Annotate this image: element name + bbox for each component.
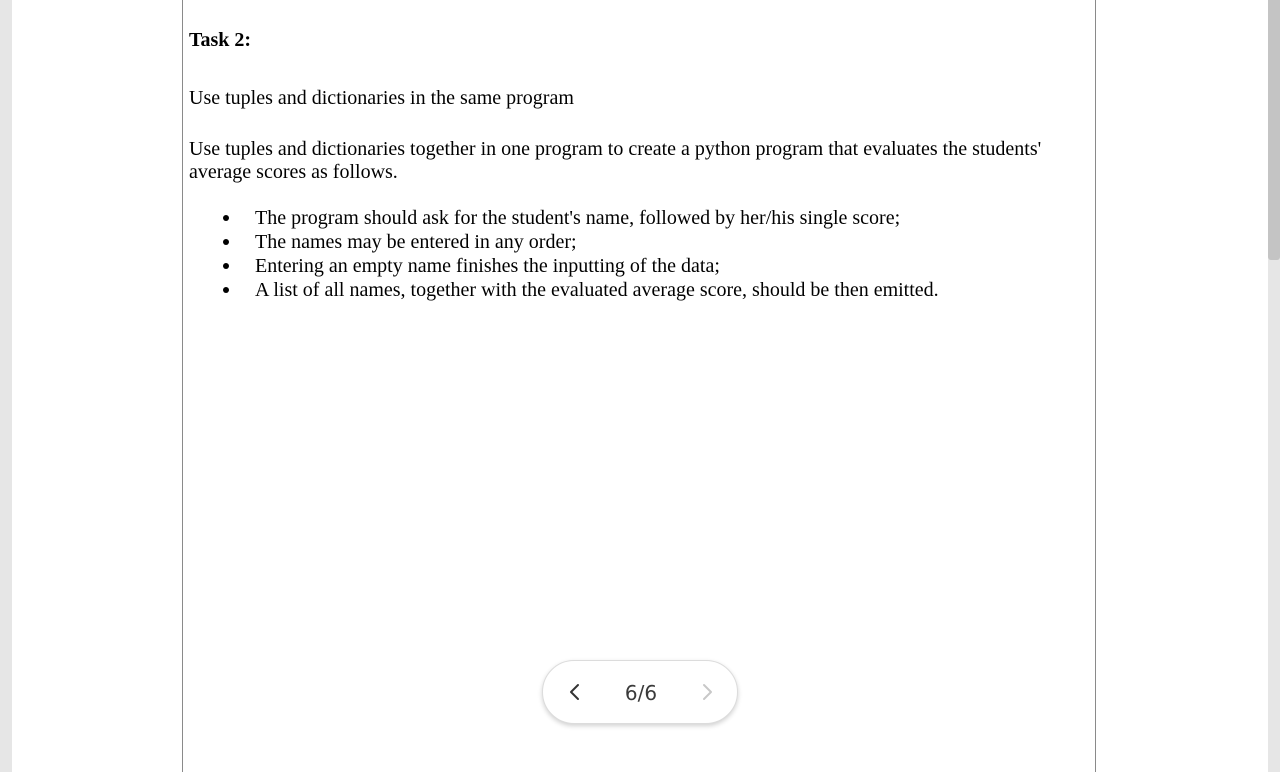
task-intro-paragraph: Use tuples and dictionaries together in one program to create a python program that evaluates the students' average scores as follows. — [189, 138, 1042, 183]
requirements-list — [220, 207, 939, 303]
task-subheading: Use tuples and dictionaries in the same program — [189, 87, 574, 109]
bullet-icon — [223, 215, 229, 221]
chevron-left-icon — [561, 678, 589, 706]
bullet-icon — [223, 239, 229, 245]
list-item — [220, 231, 939, 255]
page-navigator — [542, 660, 738, 724]
left-gutter — [0, 0, 12, 772]
previous-page-button[interactable] — [561, 678, 589, 706]
next-page-button[interactable] — [693, 678, 721, 706]
list-item-text: The names may be entered in any order; — [255, 231, 577, 253]
list-item — [220, 207, 939, 231]
list-item-text: The program should ask for the student's name, followed by her/his single score; — [255, 207, 901, 229]
bullet-icon — [223, 287, 229, 293]
page-indicator: 6/6 — [624, 681, 658, 705]
list-item — [220, 255, 939, 279]
bullet-icon — [223, 263, 229, 269]
list-item-text: Entering an empty name finishes the inputting of the data; — [255, 255, 720, 277]
task-heading: Task 2: — [189, 29, 252, 51]
scrollbar-thumb[interactable] — [1268, 0, 1280, 260]
list-item — [220, 279, 939, 303]
list-item-text: A list of all names, together with the evaluated average score, should be then emitted. — [255, 279, 939, 301]
document-page — [182, 0, 1096, 772]
chevron-right-icon — [693, 678, 721, 706]
